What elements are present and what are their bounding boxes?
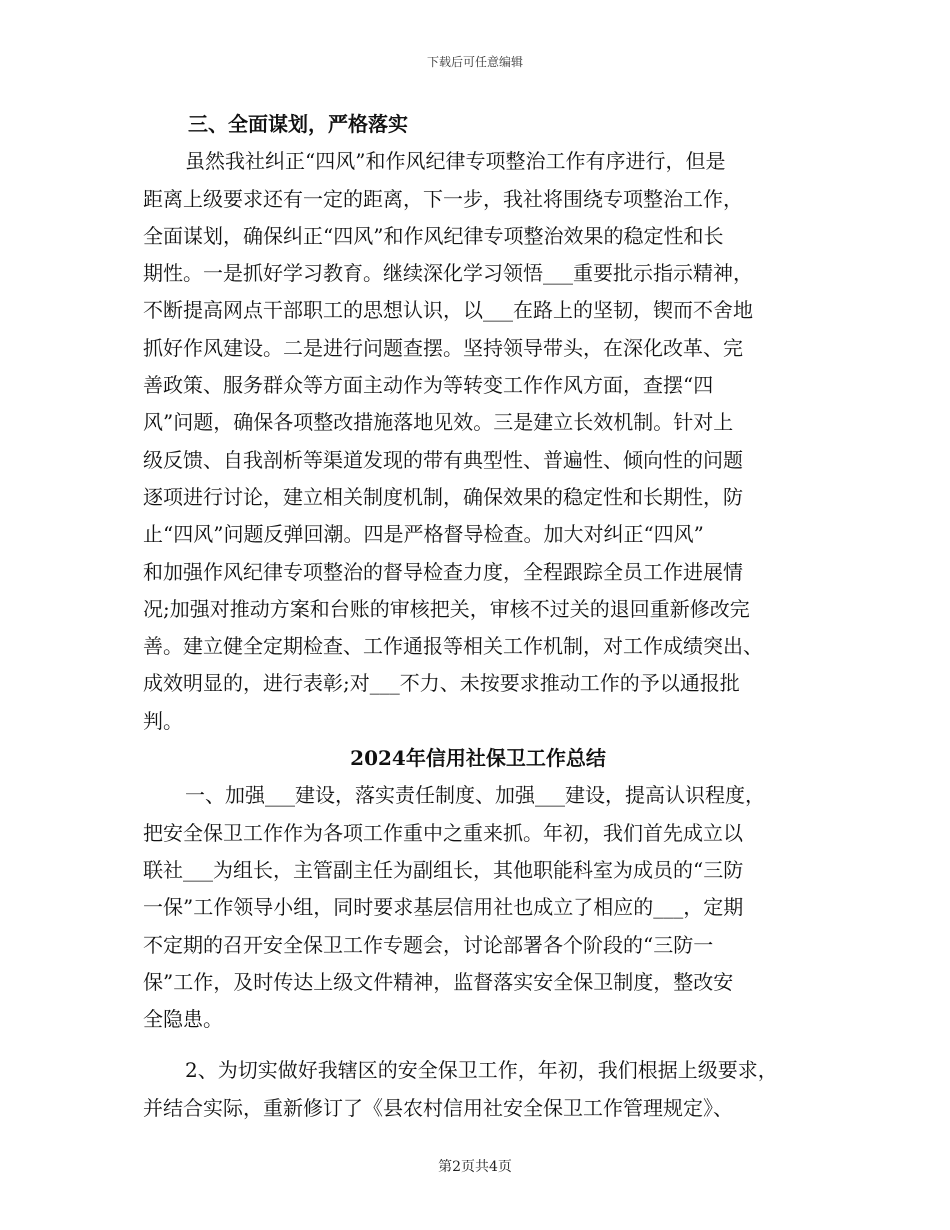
text-line: 期性。一是抓好学习教育。继续深化学习领悟___重要批示指示精神，: [143, 261, 753, 286]
text-line: 善。建立健全定期检查、工作通报等相关工作机制，对工作成绩突出、: [143, 634, 763, 659]
text-line: 全面谋划，确保纠正“四风”和作风纪律专项整治效果的稳定性和长: [143, 223, 724, 248]
text-line: 虽然我社纠正“四风”和作风纪律专项整治工作有序进行，但是: [185, 149, 726, 174]
text-line: 联社___为组长，主管副主任为副组长，其他职能科室为成员的“三防: [143, 857, 744, 882]
page-footer: 第2页共4页: [438, 1159, 512, 1175]
text-line: 逐项进行讨论，建立相关制度机制，确保效果的稳定性和长期性，防: [143, 484, 743, 509]
text-line: 不定期的召开安全保卫工作专题会，讨论部署各个阶段的“三防一: [143, 932, 714, 957]
text-line: 保”工作，及时传达上级文件精神，监督落实安全保卫制度，整改安: [143, 969, 734, 994]
text-line: 和加强作风纪律专项整治的督导检查力度，全程跟踪全员工作进展情: [143, 559, 743, 584]
paragraph-3: [143, 1052, 813, 1127]
text-line: 风”问题，确保各项整改措施落地见效。三是建立长效机制。针对上: [143, 410, 734, 435]
paragraph-gap: [143, 1038, 813, 1052]
page-header: 下载后可任意编辑: [426, 55, 523, 69]
paragraph-2: [143, 777, 813, 1038]
section-heading: 三、全面谋划，严格落实: [188, 112, 408, 136]
text-line: 判。: [143, 708, 183, 733]
text-line: 并结合实际，重新修订了《县农村信用社安全保卫工作管理规定》、: [143, 1095, 733, 1120]
text-line: 距离上级要求还有一定的距离，下一步，我社将围绕专项整治工作，: [143, 186, 743, 211]
text-line: 级反馈、自我剖析等渠道发现的带有典型性、普遍性、倾向性的问题: [143, 447, 743, 472]
paragraph-1: [143, 143, 813, 740]
text-line: 把安全保卫工作作为各项工作重中之重来抓。年初，我们首先成立以: [143, 820, 743, 845]
document-title: 2024年信用社保卫工作总结: [350, 746, 606, 771]
text-line: 一保”工作领导小组，同时要求基层信用社也成立了相应的___，定期: [143, 895, 744, 920]
text-line: 2、为切实做好我辖区的安全保卫工作，年初，我们根据上级要求，: [185, 1058, 778, 1083]
text-line: 止“四风”问题反弹回潮。四是严格督导检查。加大对纠正“四风”: [143, 522, 704, 547]
text-line: 一、加强___建设，落实责任制度、加强___建设，提高认识程度，: [185, 783, 765, 808]
text-line: 况;加强对推动方案和台账的审核把关，审核不过关的退回重新修改完: [143, 596, 750, 621]
text-line: 全隐患。: [143, 1007, 223, 1032]
text-line: 成效明显的，进行表彰;对___不力、未按要求推动工作的予以通报批: [143, 671, 740, 696]
document-body: [143, 106, 813, 1127]
text-line: 善政策、服务群众等方面主动作为等转变工作作风方面，查摆“四: [143, 373, 714, 398]
text-line: 不断提高网点干部职工的思想认识，以___在路上的坚韧，锲而不舍地: [143, 298, 753, 323]
text-line: 抓好作风建设。二是进行问题查摆。坚持领导带头，在深化改革、完: [143, 335, 743, 360]
